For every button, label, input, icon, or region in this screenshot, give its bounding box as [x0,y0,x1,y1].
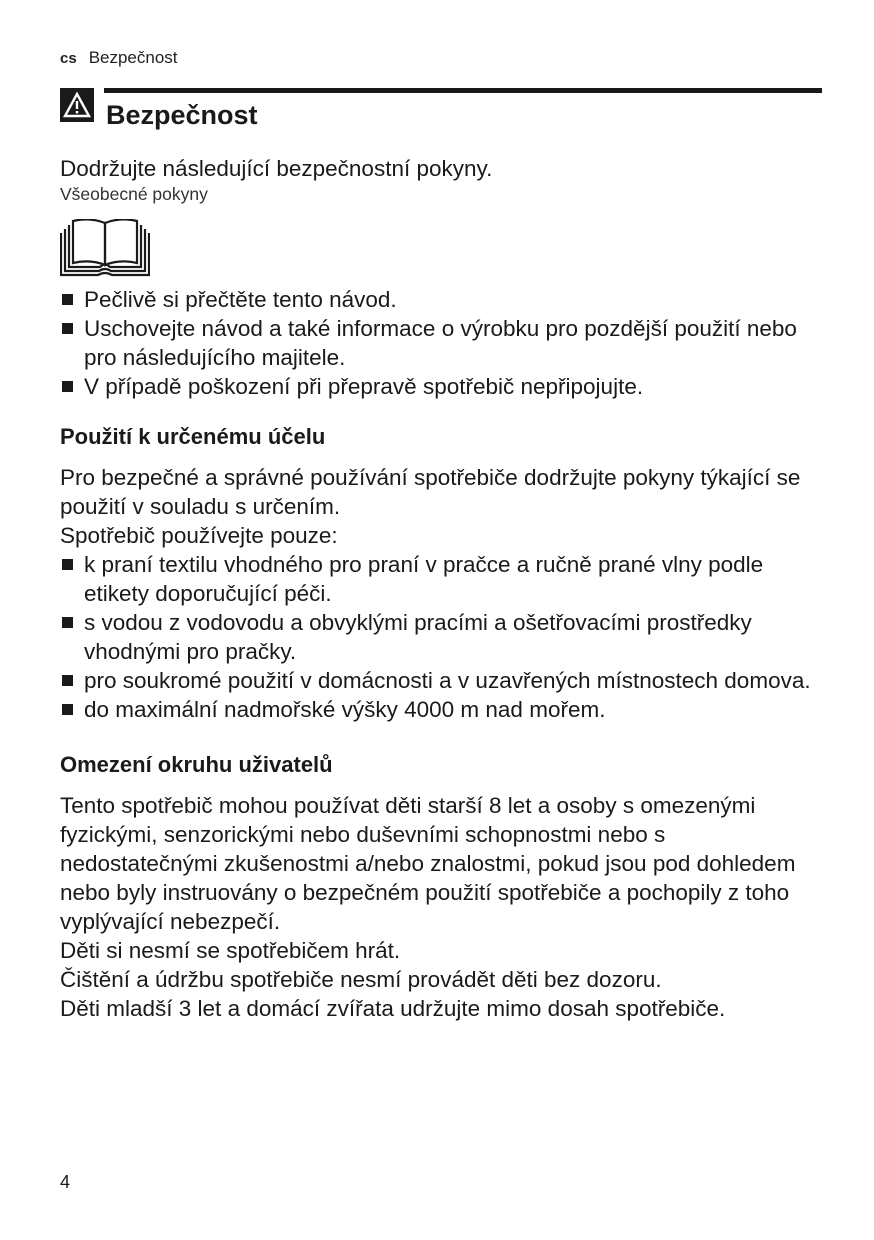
bullet-square-icon [62,559,73,570]
page-number: 4 [60,1172,71,1192]
bullet-square-icon [62,675,73,686]
intended-use-paragraph: Pro bezpečné a správné používání spotřebiče dodržujte pokyny týkající se použití v souladu s určením. [60,465,801,519]
bullet-square-icon [62,704,73,715]
list-item: Pečlivě si přečtěte tento návod. [60,285,822,314]
intro-text: Dodržujte následující bezpečnostní pokyny. [60,156,493,181]
user-restriction-heading: Omezení okruhu uživatelů [60,752,333,777]
general-label: Všeobecné pokyny [60,184,208,204]
user-restriction-paragraph: Děti si nesmí se spotřebičem hrát. [60,938,401,963]
list-item: Uschovejte návod a také informace o výrobku pro pozdější použití nebo pro následujícího majitele. [60,314,822,372]
body-content [60,154,822,1023]
intended-use-list [60,550,822,724]
list-item: s vodou z vodovodu a obvyklými pracími a ošetřovacími prostředky vhodnými pro pračky. [60,608,822,666]
list-item: k praní textilu vhodného pro praní v pračce a ručně prané vlny podle etikety doporučující péči. [60,550,822,608]
general-list [60,285,822,401]
bullet-square-icon [62,617,73,628]
title-rule [104,88,822,93]
intended-use-heading: Použití k určenému účelu [60,424,326,449]
user-restriction-paragraph: Tento spotřebič mohou používat děti starší 8 let a osoby s omezenými fyzickými, senzorickými nebo duševními schopnostmi nebo s nedostatečnými zkušenostmi a/nebo znalostmi, pokud jsou pod dohledem nebo byly instruovány o bezpečném použití spotřebiče a pochopily z toho vyplývající nebezpečí. [60,793,796,934]
list-item: do maximální nadmořské výšky 4000 m nad mořem. [60,695,822,724]
running-header [60,48,178,68]
list-item: V případě poškození při přepravě spotřebič nepřipojujte. [60,372,822,401]
bullet-square-icon [62,294,73,305]
user-restriction-paragraph: Děti mladší 3 let a domácí zvířata udržujte mimo dosah spotřebiče. [60,996,726,1021]
bullet-square-icon [62,381,73,392]
user-restriction-paragraph: Čištění a údržbu spotřebiče nesmí provádět děti bez dozoru. [60,967,662,992]
section-title: Bezpečnost [106,100,258,130]
warning-triangle-icon [60,88,94,122]
bullet-square-icon [62,323,73,334]
header-section: Bezpečnost [88,48,178,67]
list-item: pro soukromé použití v domácnosti a v uzavřených místnostech domova. [60,666,822,695]
language-code: cs [60,50,77,67]
intended-use-lead: Spotřebič používejte pouze: [60,523,338,548]
open-book-icon [60,219,150,277]
